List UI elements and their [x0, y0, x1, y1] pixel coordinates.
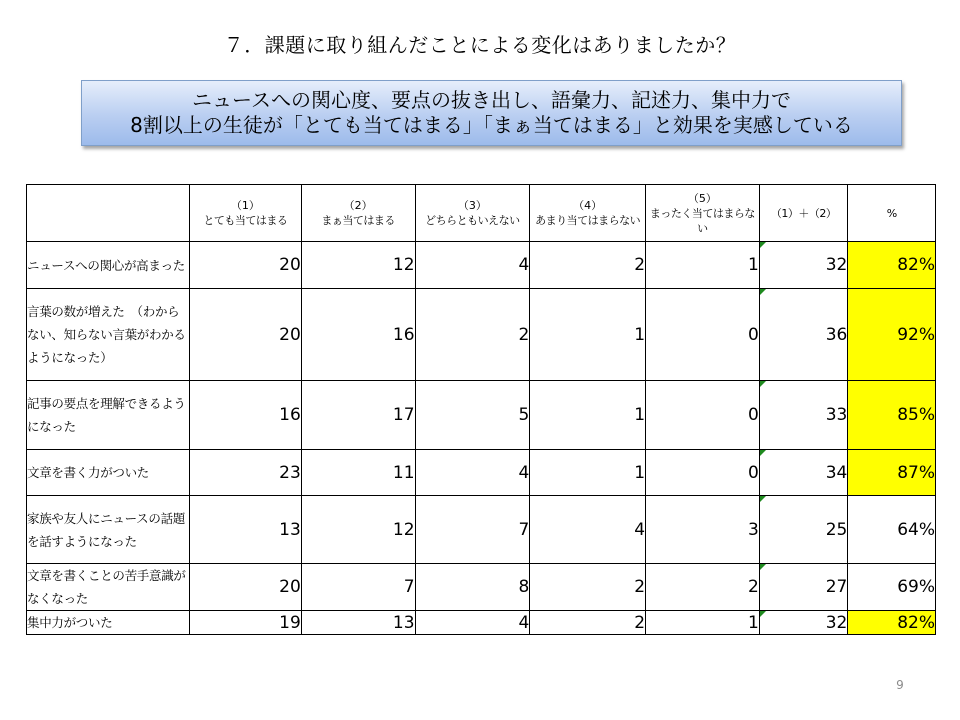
header-col-sum [759, 185, 848, 242]
cell-sum [759, 496, 848, 564]
cell-count-2 [301, 289, 415, 381]
cell-count-4 [530, 564, 646, 611]
survey-results-table [26, 184, 936, 635]
header-col-5-text: まったく当てはまらない [649, 206, 755, 235]
cell-corner-indicator-icon [760, 289, 766, 295]
cell-value: 2 [518, 324, 530, 345]
row-label: 言葉の数が増えた （わからない、知らない言葉がわかるようになった） [27, 289, 190, 381]
cell-value: 17 [392, 405, 415, 425]
header-col-3-text: どちらともいえない [425, 214, 520, 227]
header-col-percent [848, 185, 936, 242]
cell-count-2 [301, 496, 415, 564]
cell-value: 4 [518, 255, 530, 275]
cell-value: 2 [634, 577, 646, 597]
row-label: ニュースへの関心が高まった [27, 242, 190, 289]
header-col-4 [530, 185, 646, 242]
cell-percent: 64% [848, 496, 936, 564]
summary-line-1: ニュースへの関心度、要点の抜き出し、語彙力、記述力、集中力で [192, 88, 791, 112]
cell-percent: 87% [848, 450, 936, 496]
cell-value: 32 [825, 255, 848, 275]
cell-value: 11 [392, 462, 415, 483]
cell-value: 1 [747, 255, 759, 275]
table-row [27, 381, 936, 450]
table-body [27, 242, 936, 635]
cell-count-1 [190, 242, 302, 289]
cell-count-3 [415, 496, 530, 564]
slide-title: ７．課題に取り組んだことによる変化はありましたか？ [223, 33, 737, 57]
cell-value: 7 [403, 577, 415, 597]
cell-count-3 [415, 564, 530, 611]
header-corner-cell [27, 185, 190, 242]
cell-count-2 [301, 611, 415, 635]
cell-count-5 [646, 611, 760, 635]
cell-percent: 69% [848, 564, 936, 611]
cell-count-1 [190, 564, 302, 611]
row-label: 文章を書く力がついた [27, 450, 190, 496]
cell-value: 25 [825, 519, 848, 540]
cell-value: 2 [634, 255, 646, 275]
header-col-percent-text: % [886, 206, 897, 220]
cell-value: 20 [279, 255, 301, 275]
header-col-2-num: （2） [343, 199, 373, 212]
cell-count-4 [530, 496, 646, 564]
cell-count-4 [530, 242, 646, 289]
cell-count-2 [301, 242, 415, 289]
cell-value: 1 [747, 612, 759, 633]
cell-value: 4 [518, 612, 530, 633]
header-col-3-num: （3） [457, 199, 487, 212]
cell-sum [759, 381, 848, 450]
table-row [27, 450, 936, 496]
cell-count-4 [530, 289, 646, 381]
cell-corner-indicator-icon [760, 450, 766, 456]
cell-value: 1 [634, 462, 646, 483]
cell-value: 1 [634, 324, 646, 345]
cell-value: 16 [279, 405, 301, 425]
row-label: 記事の要点を理解できるようになった [27, 381, 190, 450]
header-col-4-text: あまり当てはまらない [535, 214, 641, 227]
cell-count-3 [415, 242, 530, 289]
cell-count-3 [415, 381, 530, 450]
cell-value: 19 [279, 612, 301, 633]
cell-value: 1 [634, 405, 646, 425]
cell-percent: 82% [848, 611, 936, 635]
header-col-1-num: （1） [230, 199, 260, 212]
cell-count-5 [646, 289, 760, 381]
cell-percent: 92% [848, 289, 936, 381]
row-label: 家族や友人にニュースの話題を話すようになった [27, 496, 190, 564]
header-col-2-text: まぁ当てはまる [321, 214, 395, 227]
cell-count-5 [646, 564, 760, 611]
cell-value: 34 [825, 462, 848, 483]
cell-percent: 85% [848, 381, 936, 450]
cell-corner-indicator-icon [760, 611, 766, 617]
cell-value: 13 [392, 612, 415, 633]
header-col-5 [646, 185, 760, 242]
header-col-1 [190, 185, 302, 242]
cell-value: 32 [825, 612, 848, 633]
row-label: 文章を書くことの苦手意識がなくなった [27, 564, 190, 611]
cell-value: 23 [279, 462, 301, 483]
cell-value: 0 [747, 462, 759, 483]
cell-count-1 [190, 611, 302, 635]
cell-corner-indicator-icon [760, 381, 766, 387]
cell-value: 20 [279, 324, 301, 345]
cell-value: 27 [825, 577, 848, 597]
table-row [27, 611, 936, 635]
cell-value: 4 [518, 462, 530, 483]
cell-count-3 [415, 289, 530, 381]
cell-count-2 [301, 450, 415, 496]
cell-count-3 [415, 450, 530, 496]
summary-box [81, 80, 902, 146]
cell-sum [759, 242, 848, 289]
header-col-1-text: とても当てはまる [203, 214, 288, 227]
cell-value: 13 [279, 519, 301, 540]
cell-value: 36 [825, 324, 848, 345]
cell-count-1 [190, 381, 302, 450]
cell-count-5 [646, 381, 760, 450]
cell-count-4 [530, 611, 646, 635]
cell-count-1 [190, 289, 302, 381]
table-row [27, 289, 936, 381]
cell-value: 0 [747, 324, 759, 345]
cell-count-3 [415, 611, 530, 635]
header-col-sum-text: （1）＋（2） [770, 206, 837, 220]
cell-sum [759, 564, 848, 611]
cell-count-5 [646, 496, 760, 564]
header-col-2 [301, 185, 415, 242]
cell-count-2 [301, 564, 415, 611]
cell-count-2 [301, 381, 415, 450]
table-row [27, 564, 936, 611]
cell-sum [759, 289, 848, 381]
table-header-row [27, 185, 936, 242]
cell-sum [759, 450, 848, 496]
summary-line-2: 8割以上の生徒が「とても当てはまる」「まぁ当てはまる」と効果を実感している [130, 113, 853, 137]
cell-corner-indicator-icon [760, 242, 766, 248]
cell-value: 2 [634, 612, 646, 633]
cell-count-4 [530, 450, 646, 496]
cell-value: 20 [279, 577, 301, 597]
cell-count-5 [646, 242, 760, 289]
cell-value: 16 [392, 324, 415, 345]
cell-count-4 [530, 381, 646, 450]
cell-value: 5 [518, 405, 530, 425]
header-col-3 [415, 185, 530, 242]
cell-corner-indicator-icon [760, 564, 766, 570]
row-label: 集中力がついた [27, 611, 190, 635]
cell-count-1 [190, 450, 302, 496]
header-col-5-num: （5） [687, 191, 717, 205]
table-row [27, 496, 936, 564]
cell-value: 12 [392, 255, 415, 275]
cell-value: 33 [825, 405, 848, 425]
page-number: 9 [896, 678, 904, 692]
cell-value: 7 [518, 519, 530, 540]
cell-value: 12 [392, 519, 415, 540]
table-row [27, 242, 936, 289]
cell-corner-indicator-icon [760, 496, 766, 502]
cell-count-5 [646, 450, 760, 496]
cell-value: 8 [518, 577, 530, 597]
header-col-4-num: （4） [573, 199, 603, 212]
cell-value: 4 [634, 519, 646, 540]
cell-count-1 [190, 496, 302, 564]
cell-percent: 82% [848, 242, 936, 289]
cell-value: 3 [747, 519, 759, 540]
cell-value: 0 [747, 405, 759, 425]
cell-value: 2 [747, 577, 759, 597]
cell-sum [759, 611, 848, 635]
